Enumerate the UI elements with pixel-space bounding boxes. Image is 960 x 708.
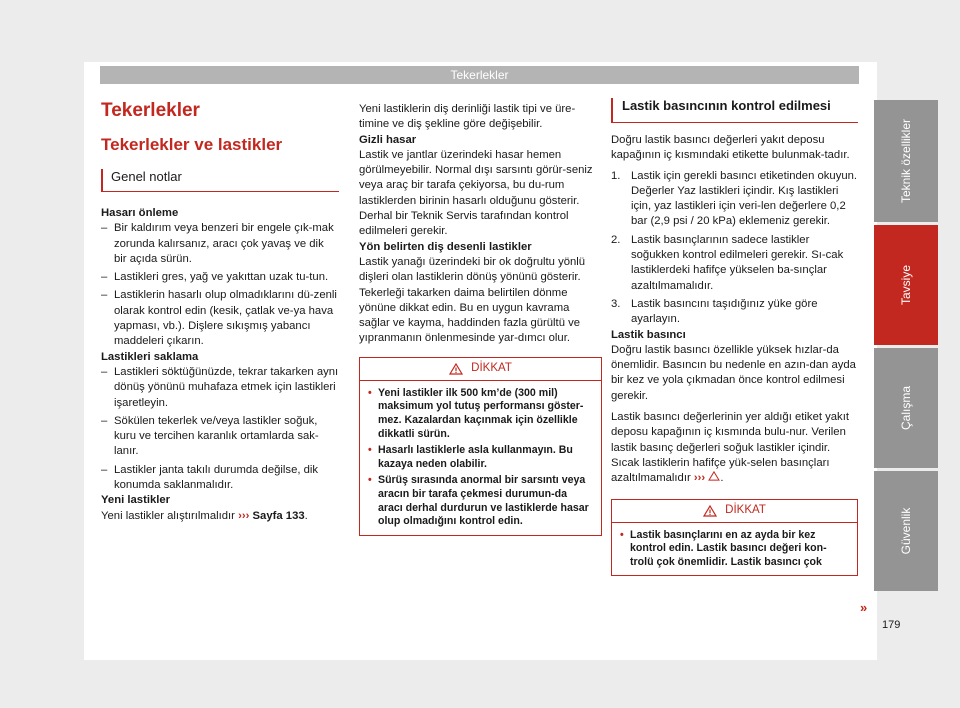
list-item: – Sökülen tekerlek ve/veya lastikler soğuk, kuru ve tercihen karanlık ortamlarda sak-lanır. xyxy=(101,414,319,458)
tab-teknik-ozellikler[interactable]: Teknik özellikler xyxy=(874,100,938,222)
list-item: – Bir kaldırım veya benzeri bir engele çık-mak zorunda kalırsanız, aracı çok yavaş ve dik bir açıda sürün. xyxy=(101,222,334,265)
page-link[interactable]: ››› Sayfa 133 xyxy=(238,509,305,522)
directional-title: Yön belirten diş desenli lastikler xyxy=(359,240,532,253)
list-item: – Lastikleri söktüğünüzde, tekrar takarken aynı dönüş yönünü muhafaza etmek için lastikleri işaretleyin. xyxy=(101,365,339,409)
warning-item: • Sürüş sırasında anormal bir sarsıntı veya aracın bir tarafa çekmesi durumun-da aracı derhal durdurun ve lastiklerde hasar olup olmadığını kontrol edin. xyxy=(368,474,589,528)
damage-title: Hasarı önleme xyxy=(101,207,179,219)
tab-guvenlik[interactable]: Güvenlik xyxy=(874,471,938,591)
hidden-damage-text: Lastik ve jantlar üzerindeki hasar hemen görülmeyebilir. Normal dışı sarsıntı görür-seniz veya araç bir tarafa çekiyorsa, bu du-rum lastiklerden birinin hasarlı olduğunu gösterir. Derhal bir Teknik Servis tarafından kontrol edilmeleri gerekir. xyxy=(359,148,593,238)
new-tires-text: Yeni lastikler alıştırılmalıdır ››› Sayfa 133. xyxy=(101,509,308,522)
warning-icon xyxy=(708,471,720,481)
warning-icon xyxy=(703,505,717,517)
warning-item: • Lastik basınçlarını en az ayda bir kez kontrol edin. Lastik basıncı değeri kon-trolü çok önemlidir. Lastik basıncı çok xyxy=(620,528,827,568)
right-column xyxy=(611,98,858,576)
section-title: Tekerlekler ve lastikler xyxy=(101,135,283,154)
tab-calisma[interactable]: Çalışma xyxy=(874,348,938,468)
intro-text: Doğru lastik basıncı değerleri yakıt deposu kapağının iç kısmındaki etikette bulunmak-tadır. xyxy=(611,134,850,162)
step-item: 3. Lastik basıncını taşıdığınız yüke göre ayarlayın. xyxy=(611,297,818,326)
continue-arrow: » xyxy=(860,600,868,615)
list-item: – Lastiklerin hasarlı olup olmadıklarını dü-zenli olarak kontrol edin (kesik, çatlak ve-ya hava yapması, vb.). Dişlere sıkışmış yabancı maddeleri çıkarın. xyxy=(101,289,337,348)
directional-text: Lastik yanağı üzerindeki bir ok doğrultu yönlü dişleri olan lastiklerin dönüş yönünü gösterir. Tekerleği takarken daima belirtilen dönme yönüne dikkat edin. Bu en uygun kavrama sağlar ve kayma, haddinden fazla gürültü ve yıpranmanın önlenmesinde yar-dımcı olur. xyxy=(359,255,586,345)
chapter-title: Tekerlekler xyxy=(101,100,200,121)
warning-link[interactable]: ››› xyxy=(694,472,720,484)
warning-item: • Hasarlı lastiklerle asla kullanmayın. Bu kazaya neden olabilir. xyxy=(368,444,573,470)
subsection-title: Genel notlar xyxy=(101,169,339,192)
warning-icon xyxy=(449,363,463,375)
new-tires-title: Yeni lastikler xyxy=(101,494,171,507)
hidden-damage-title: Gizli hasar xyxy=(359,133,417,146)
warning-item: • Yeni lastikler ilk 500 km’de (300 mil) maksimum yol tutuş performansı göster-mez. Kazalardan kaçınmak için özellikle dikkatli sürün. xyxy=(368,386,584,440)
warning-box xyxy=(611,499,858,577)
middle-column xyxy=(359,102,602,536)
storage-title: Lastikleri saklama xyxy=(101,350,199,363)
page-number: 179 xyxy=(882,619,901,631)
intro-text: Yeni lastiklerin diş derinliği lastik tipi ve üre-timine ve diş şekline göre değişebilir. xyxy=(359,103,576,131)
pressure-text-1: Doğru lastik basıncı özellikle yüksek hızlar-da önemlidir. Basıncın bu nedenle en azın-dan ayda bir kez ve yola çıkmadan önce kontrol edilmesi gerekir. xyxy=(611,343,856,402)
step-item: 1. Lastik için gerekli basıncı etiketinden okuyun. Değerler Yaz lastikleri içindir. Kış lastikleri için, yaz lastikleri için veri-len değerlere 0,2 bar (2,9 psi / 20 kPa) eklemeniz gerekir. xyxy=(611,169,858,228)
section-title: Lastik basıncının kontrol edilmesi xyxy=(611,98,858,123)
list-item: – Lastikleri gres, yağ ve yakıttan uzak tu-tun. xyxy=(101,271,329,284)
warning-box xyxy=(359,357,602,536)
pressure-title: Lastik basıncı xyxy=(611,328,686,341)
running-header: Tekerlekler xyxy=(100,66,859,84)
left-column xyxy=(101,100,339,524)
warning-header: DİKKAT xyxy=(612,500,857,523)
list-item: – Lastikler janta takılı durumda değilse, dik konumda saklanmalıdır. xyxy=(101,463,319,492)
warning-header: DİKKAT xyxy=(360,358,601,381)
tab-tavsiye[interactable]: Tavsiye xyxy=(874,225,938,345)
step-item: 2. Lastik basınçlarının sadece lastikler soğukken kontrol edilmeleri gerekir. Sı-cak lastiklerdeki hafifçe yükselen ba-sınçlar azaltılmamalıdır. xyxy=(611,233,844,292)
pressure-text-2: Lastik basıncı değerlerinin yer aldığı etiket yakıt deposu kapağının iç kısmında bulu-nur. Verilen lastik basınç değerleri soğuk lastikler içindir. Sıcak lastiklerin hafifçe yük-selen basınçları azaltılmamalıdır ››› . xyxy=(611,411,849,485)
